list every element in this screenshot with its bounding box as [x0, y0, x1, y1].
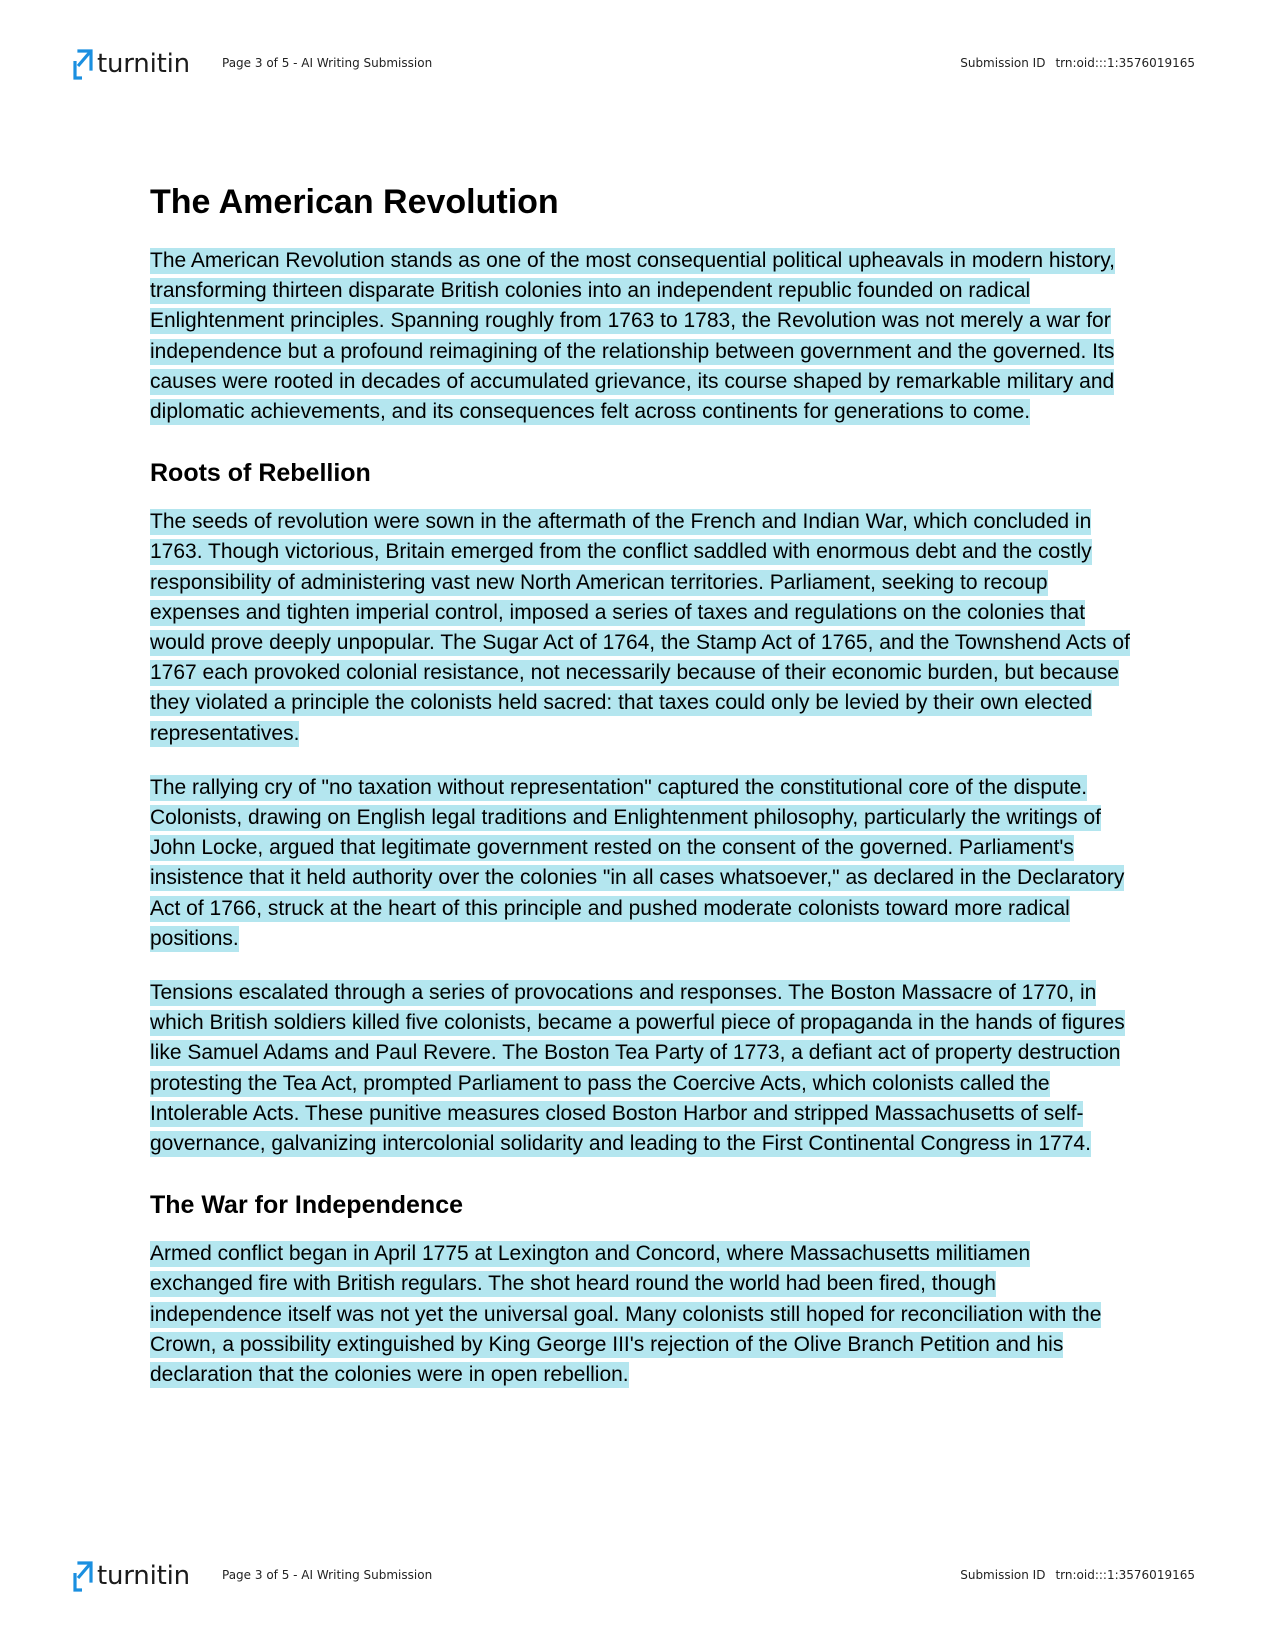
- submission-id: [960, 56, 1195, 70]
- submission-id-value: trn:oid:::1:3576019165: [1055, 56, 1195, 70]
- submission-id-label: Submission ID: [960, 1568, 1046, 1582]
- page-info: Page 3 of 5 - AI Writing Submission: [222, 56, 433, 70]
- submission-id-label: Submission ID: [960, 56, 1046, 70]
- turnitin-logo: [72, 1559, 190, 1595]
- turnitin-logo: [72, 47, 190, 83]
- document-body: [150, 180, 1130, 1414]
- intro-paragraph: [150, 246, 1130, 427]
- paragraph: [150, 507, 1130, 749]
- highlighted-text: Tensions escalated through a series of provocations and responses. The Boston Massacre of 1770, in which British soldiers killed five colonists, became a powerful piece of propaganda in the hands of figures like Samuel Adams and Paul Revere. The Boston Tea Party of 1773, a defiant act of property destruction protesting the Tea Act, prompted Parliament to pass the Coercive Acts, which colonists called the Intolerable Acts. These punitive measures closed Boston Harbor and stripped Massachusetts of self-governance, galvanizing intercolonial solidarity and leading to the First Continental Congress in 1774.: [150, 981, 1125, 1156]
- section-heading: The War for Independence: [150, 1191, 464, 1220]
- highlighted-text: The seeds of revolution were sown in the aftermath of the French and Indian War, which concluded in 1763. Though victorious, Britain emerged from the conflict saddled with enormous debt and the costly responsibility of administering vast new North American territories. Parliament, seeking to recoup expenses and tighten imperial control, imposed a series of taxes and regulations on the colonies that would prove deeply unpopular. The Sugar Act of 1764, the Stamp Act of 1765, and the Townshend Acts of 1767 each provoked colonial resistance, not necessarily because of their economic burden, but because they violated a principle the colonists held sacred: that taxes could only be levied by their own elected representatives.: [150, 510, 1130, 745]
- page-info: Page 3 of 5 - AI Writing Submission: [222, 1568, 433, 1582]
- page-header: [0, 40, 1275, 90]
- turnitin-mark-icon: [72, 1559, 94, 1595]
- turnitin-mark-icon: [72, 47, 94, 83]
- highlighted-text: Armed conflict began in April 1775 at Lexington and Concord, where Massachusetts militiamen exchanged fire with British regulars. The shot heard round the world had been fired, though independence itself was not yet the universal goal. Many colonists still hoped for reconciliation with the Crown, a possibility extinguished by King George III's rejection of the Olive Branch Petition and his declaration that the colonies were in open rebellion.: [150, 1242, 1102, 1387]
- paragraph: [150, 773, 1130, 954]
- page-footer: [0, 1552, 1275, 1602]
- paragraph: [150, 978, 1130, 1159]
- paragraph: [150, 1239, 1130, 1390]
- section-heading: Roots of Rebellion: [150, 459, 371, 488]
- document-title: The American Revolution: [150, 183, 559, 221]
- highlighted-text: The American Revolution stands as one of the most consequential political upheavals in modern history, transforming thirteen disparate British colonies into an independent republic founded on radical Enlightenment principles. Spanning roughly from 1763 to 1783, the Revolution was not merely a war for independence but a profound reimagining of the relationship between government and the governed. Its causes were rooted in decades of accumulated grievance, its course shaped by remarkable military and diplomatic achievements, and its consequences felt across continents for generations to come.: [150, 249, 1115, 424]
- logo-wordmark: turnitin: [97, 49, 190, 79]
- submission-id: [960, 1568, 1195, 1582]
- logo-wordmark: turnitin: [97, 1561, 190, 1591]
- highlighted-text: The rallying cry of "no taxation without representation" captured the constitutional core of the dispute. Colonists, drawing on English legal traditions and Enlightenment philosophy, particularly the writings of John Locke, argued that legitimate government rested on the consent of the governed. Parliament's insistence that it held authority over the colonies "in all cases whatsoever," as declared in the Declaratory Act of 1766, struck at the heart of this principle and pushed moderate colonists toward more radical positions.: [150, 775, 1125, 950]
- submission-id-value: trn:oid:::1:3576019165: [1055, 1568, 1195, 1582]
